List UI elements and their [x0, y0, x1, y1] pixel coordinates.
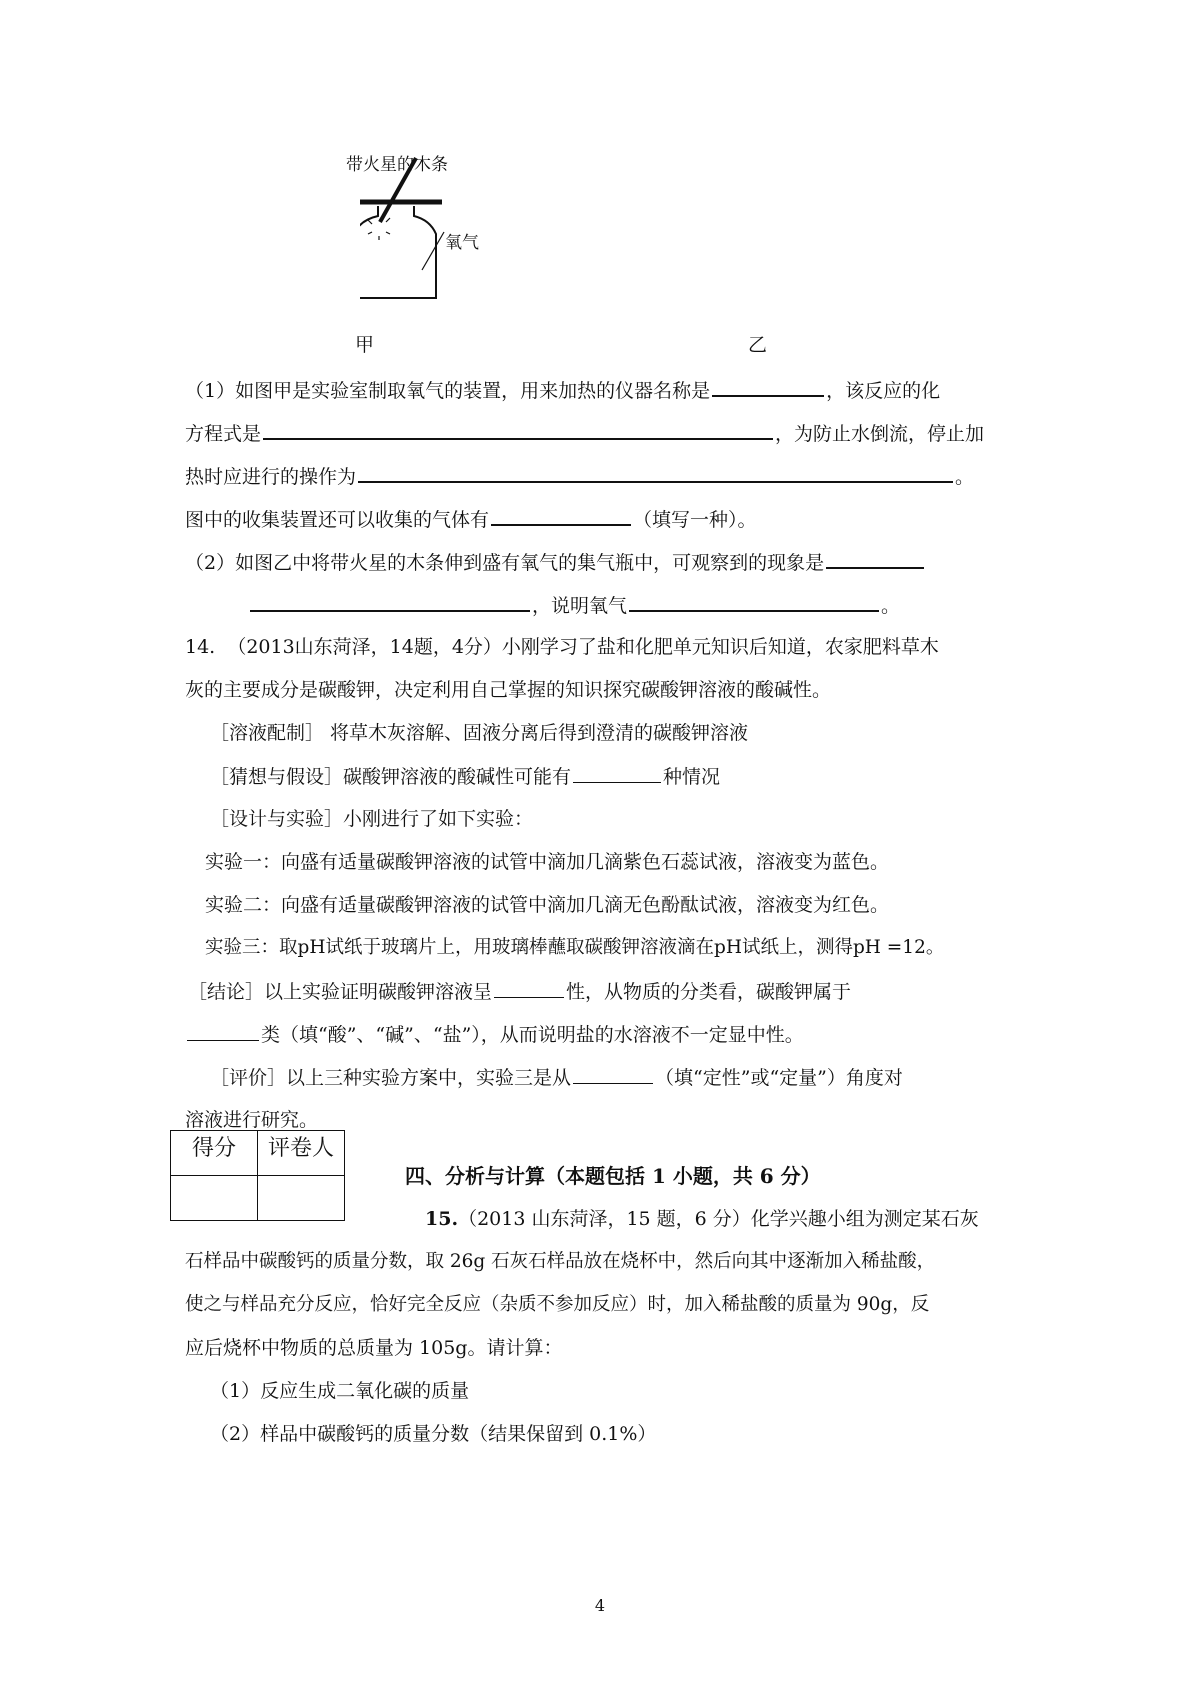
q14-line-11 — [210, 1063, 903, 1092]
q13-line-2 — [185, 418, 984, 448]
q14-text: 性，从物质的分类看，碳酸钾属于 — [566, 981, 852, 1003]
answer-blank[interactable] — [494, 977, 564, 998]
q14-line-9 — [188, 977, 851, 1006]
q14-line-6: 实验一：向盛有适量碳酸钾溶液的试管中滴加几滴紫色石蕊试液，溶液变为蓝色。 — [205, 851, 890, 873]
q14-text: ［结论］以上实验证明碳酸钾溶液呈 — [188, 981, 493, 1003]
question-number: 14. — [185, 636, 216, 658]
q13-text: ，说明氧气 — [532, 595, 628, 617]
figure-caption-b: 乙 — [748, 334, 768, 356]
q14-text: ［评价］以上三种实验方案中，实验三是从 — [210, 1067, 572, 1089]
answer-blank[interactable] — [358, 461, 953, 483]
q13-text: ，该反应的化 — [826, 380, 941, 402]
q13-text: （1）如图甲是实验室制取氧气的装置，用来加热的仪器名称是 — [185, 380, 711, 402]
oxygen-pointer-line — [422, 232, 444, 270]
q15-line-1 — [425, 1205, 979, 1233]
gas-bottle — [360, 206, 436, 298]
q14-text: 种情况 — [663, 766, 721, 788]
section-title: 四、分析与计算（本题包括 1 小题，共 6 分） — [405, 1164, 821, 1188]
score-table — [170, 1130, 345, 1221]
q13-text: 图中的收集装置还可以收集的气体有 — [185, 509, 490, 531]
q13-line-1 — [185, 375, 940, 405]
q14-line-4 — [210, 762, 720, 791]
q14-text: 类（填“酸”、“碱”、“盐”），从而说明盐的水溶液不一定显中性。 — [261, 1024, 804, 1046]
q14-line-12: 溶液进行研究。 — [185, 1109, 319, 1131]
q15-line-3: 使之与样品充分反应，恰好完全反应（杂质不参加反应）时，加入稀盐酸的质量为 90g，反 — [185, 1294, 930, 1315]
q14-text: （填“定性”或“定量”）角度对 — [655, 1067, 903, 1089]
q13-line-5 — [185, 547, 926, 577]
q14-text: （2013山东菏泽，14题，4分）小刚学习了盐和化肥单元知识后知道，农家肥料草木 — [227, 636, 939, 658]
q15-line-5: （1）反应生成二氧化碳的质量 — [210, 1380, 470, 1402]
q13-text: （填写一种）。 — [633, 509, 757, 531]
figure-caption-a: 甲 — [355, 334, 375, 356]
q14-line-3: ［溶液配制］ 将草木灰溶解、固液分离后得到澄清的碳酸钾溶液 — [210, 722, 749, 744]
page-number: 4 — [594, 1596, 606, 1615]
grader-header: 评卷人 — [258, 1131, 345, 1176]
q14-line-2: 灰的主要成分是碳酸钾，决定利用自己掌握的知识探究碳酸钾溶液的酸碱性。 — [185, 679, 832, 701]
answer-blank[interactable] — [826, 547, 924, 569]
splint-label: 带火星的木条 — [346, 155, 448, 175]
q14-text: ［猜想与假设］碳酸钾溶液的酸碱性可能有 — [210, 766, 572, 788]
q13-line-6 — [248, 590, 900, 620]
q14-line-7: 实验二：向盛有适量碳酸钾溶液的试管中滴加几滴无色酚酞试液，溶液变为红色。 — [205, 894, 890, 916]
answer-blank[interactable] — [629, 590, 879, 612]
q15-text: （2013 山东菏泽，15 题，6 分）化学兴趣小组为测定某石灰 — [458, 1208, 979, 1230]
q13-line-3 — [185, 461, 974, 491]
q14-line-10 — [185, 1020, 804, 1049]
question-number: 15. — [425, 1208, 459, 1230]
q15-line-4: 应后烧杯中物质的总质量为 105g。请计算： — [185, 1337, 563, 1359]
score-cell[interactable] — [171, 1176, 258, 1221]
answer-blank[interactable] — [187, 1020, 259, 1041]
answer-blank[interactable] — [573, 762, 661, 783]
answer-blank[interactable] — [712, 375, 824, 397]
score-header: 得分 — [171, 1131, 258, 1176]
q13-text: 热时应进行的操作为 — [185, 466, 357, 488]
q14-line-1 — [185, 633, 939, 661]
q13-text: ，为防止水倒流，停止加 — [775, 423, 985, 445]
q14-line-5: ［设计与实验］小刚进行了如下实验： — [210, 808, 534, 830]
q13-text: 。 — [881, 595, 901, 617]
q13-text: （2）如图乙中将带火星的木条伸到盛有氧气的集气瓶中，可观察到的现象是 — [185, 552, 825, 574]
q15-line-2: 石样品中碳酸钙的质量分数，取 26g 石灰石样品放在烧杯中，然后向其中逐渐加入稀盐酸， — [185, 1251, 936, 1272]
answer-blank[interactable] — [263, 418, 773, 440]
q15-line-6: （2）样品中碳酸钙的质量分数（结果保留到 0.1%） — [210, 1423, 657, 1445]
answer-blank[interactable] — [491, 504, 631, 526]
answer-blank[interactable] — [573, 1063, 653, 1084]
grader-cell[interactable] — [258, 1176, 345, 1221]
answer-blank[interactable] — [250, 590, 530, 612]
q13-line-4 — [185, 504, 757, 534]
q13-text: 方程式是 — [185, 423, 262, 445]
q13-text: 。 — [955, 466, 975, 488]
q14-line-8: 实验三：取pH试纸于玻璃片上，用玻璃棒蘸取碳酸钾溶液滴在pH试纸上，测得pH =12。 — [205, 937, 945, 958]
oxygen-label: 氧气 — [445, 233, 479, 253]
